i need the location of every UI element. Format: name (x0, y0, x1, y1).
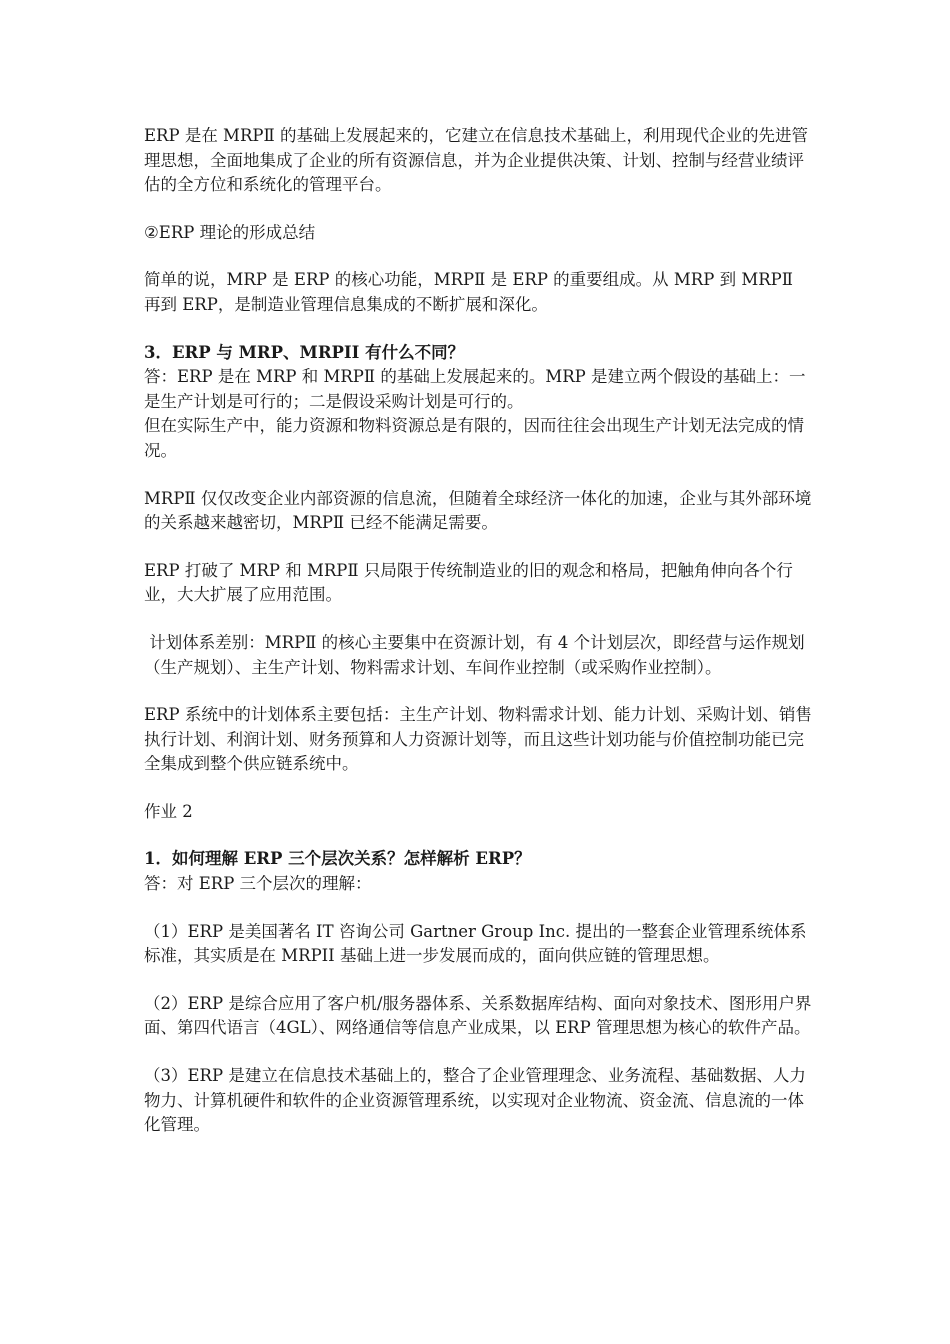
list-item-2: （2）ERP 是综合应用了客户机/服务器体系、关系数据库结构、面向对象技术、图形用户界面、第四代语言（4GL）、网络通信等信息产业成果，以 ERP 管理思想为核心的软件产品。 (144, 993, 812, 1038)
paragraph-erp-core-function: 简单的说，MRP 是 ERP 的核心功能，MRPⅡ 是 ERP 的重要组成。从 MRP 到 MRPⅡ 再到 ERP，是制造业管理信息集成的不断扩展和深化。 (144, 270, 799, 314)
paragraph-erp-definition: ERP 是在 MRPⅡ 的基础上发展起来的，它建立在信息技术基础上，利用现代企业的先进管理思想，全面地集成了企业的所有资源信息，并为企业提供决策、计划、控制与经营业绩评估的全方位和系统化的管理平台。 (144, 126, 808, 195)
paragraph-planning-difference: 计划体系差别：MRPⅡ 的核心主要集中在资源计划，有 4 个计划层次，即经营与运作规划（生产规划）、主生产计划、物料需求计划、车间作业控制（或采购作业控制）。 (144, 632, 805, 677)
paragraph-erp-theory-summary-title: ②ERP 理论的形成总结 (144, 222, 316, 242)
document-body (144, 124, 812, 1161)
paragraph-mrp2-limits: MRPⅡ 仅仅改变企业内部资源的信息流，但随着全球经济一体化的加速，企业与其外部环境的关系越来越密切，MRPⅡ 已经不能满足需要。 (144, 488, 812, 533)
question-3-answer-1: 答：ERP 是在 MRP 和 MRPⅡ 的基础上发展起来的。MRP 是建立两个假设的基础上：一是生产计划是可行的；二是假设采购计划是可行的。 (144, 367, 806, 411)
question-3-answer-2: 但在实际生产中，能力资源和物料资源总是有限的，因而往往会出现生产计划无法完成的情况。 (144, 416, 804, 460)
homework-2-title: 作业 2 (144, 801, 193, 821)
list-item-1: （1）ERP 是美国著名 IT 咨询公司 Gartner Group Inc. 提出的一整套企业管理系统体系标准，其实质是在 MRPII 基础上进一步发展而成的，面向供应链的管理思想。 (144, 921, 807, 966)
paragraph-erp-breakthrough: ERP 打破了 MRP 和 MRPⅡ 只局限于传统制造业的旧的观念和格局，把触角伸向各个行业，大大扩展了应用范围。 (144, 560, 793, 605)
paragraph-erp-planning-system: ERP 系统中的计划体系主要包括：主生产计划、物料需求计划、能力计划、采购计划、销售执行计划、利润计划、财务预算和人力资源计划等，而且这些计划功能与价值控制功能已完全集成到整个供应链系统中。 (144, 705, 812, 774)
list-item-3: （3）ERP 是建立在信息技术基础上的，整合了企业管理理念、业务流程、基础数据、人力物力、计算机硬件和软件的企业资源管理系统，以实现对企业物流、资金流、信息流的一体化管理。 (144, 1066, 806, 1135)
question-1-heading: 1．如何理解 ERP 三个层次关系？怎样解析 ERP？ (144, 849, 531, 869)
question-3-heading: 3．ERP 与 MRP、MRPII 有什么不同？ (144, 342, 465, 362)
question-1-answer-intro: 答：对 ERP 三个层次的理解： (144, 874, 372, 894)
